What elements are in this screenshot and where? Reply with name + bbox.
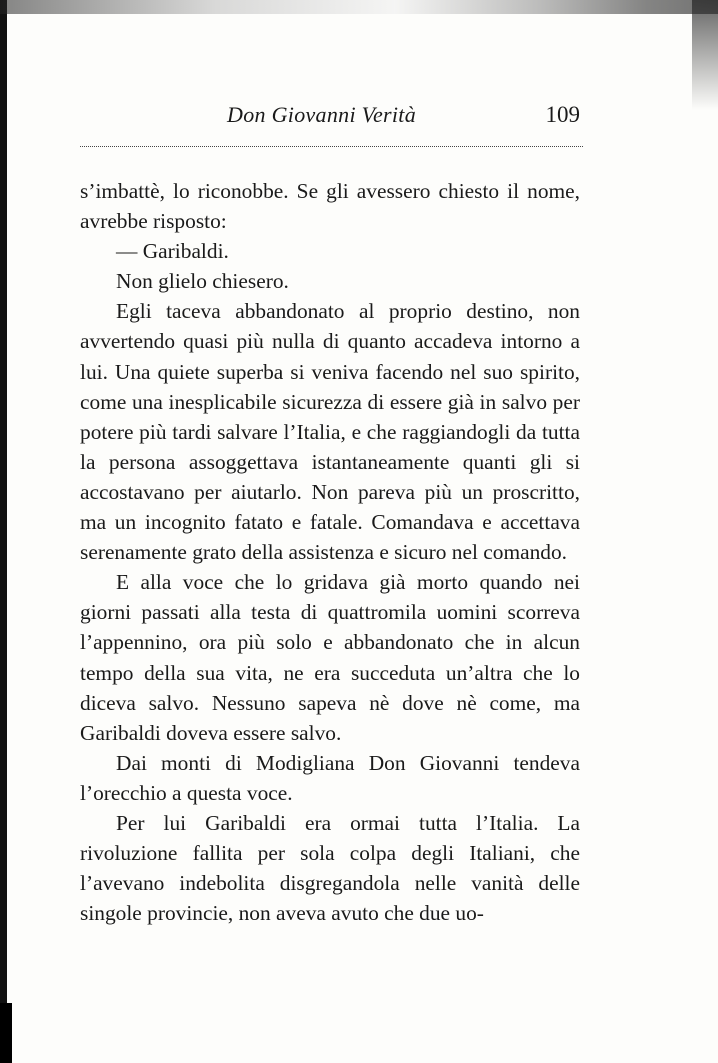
body-text: [80, 176, 580, 928]
paragraph: — Garibaldi.: [116, 239, 229, 264]
header-rule: [80, 146, 583, 147]
paragraph: Non glielo chiesero.: [116, 269, 289, 294]
scan-top-shadow: [0, 0, 718, 14]
scan-binding-edge: [0, 0, 7, 1063]
scan-corner-shadow: [692, 0, 718, 110]
page-number: 109: [545, 102, 580, 127]
page-header: [80, 100, 580, 132]
paragraph: Dai monti di Modigliana Don Giovanni tendeva l’orecchio a questa voce.: [80, 750, 580, 805]
paragraph: s’imbattè, lo riconobbe. Se gli avessero chiesto il nome, avrebbe risposto:: [80, 179, 580, 234]
paragraph: Per lui Garibaldi era ormai tutta l’Italia. La rivoluzione fallita per sola colpa degli Italiani, che l’avevano indebolita disgregandola nelle vanità delle singole provincie, non aveva avuto che due uo-: [80, 810, 580, 926]
paragraph: E alla voce che lo gridava già morto quando nei giorni passati alla testa di quattromila uomini scorreva l’appennino, ora più solo e abbandonato che in alcun tempo della sua vita, ne era succeduta un’altra che lo diceva salvo. Nessuno sapeva nè dove nè come, ma Garibaldi doveva essere salvo.: [80, 570, 580, 745]
scan-bottom-edge: [0, 1003, 12, 1063]
running-title: Don Giovanni Verità: [227, 102, 417, 127]
paragraph: Egli taceva abbandonato al proprio destino, non avvertendo quasi più nulla di quanto accadeva intorno a lui. Una quiete superba si veniva facendo nel suo spirito, come una inesplicabile sicurezza di essere già in salvo per potere più tardi salvare l’Italia, e che raggiandogli da tutta la persona assoggettava istantaneamente quanti gli si accostavano per aiutarlo. Non pareva più un proscritto, ma un incognito fatato e fatale. Comandava e accettava serenamente grato della assistenza e sicuro nel comando.: [80, 299, 580, 565]
